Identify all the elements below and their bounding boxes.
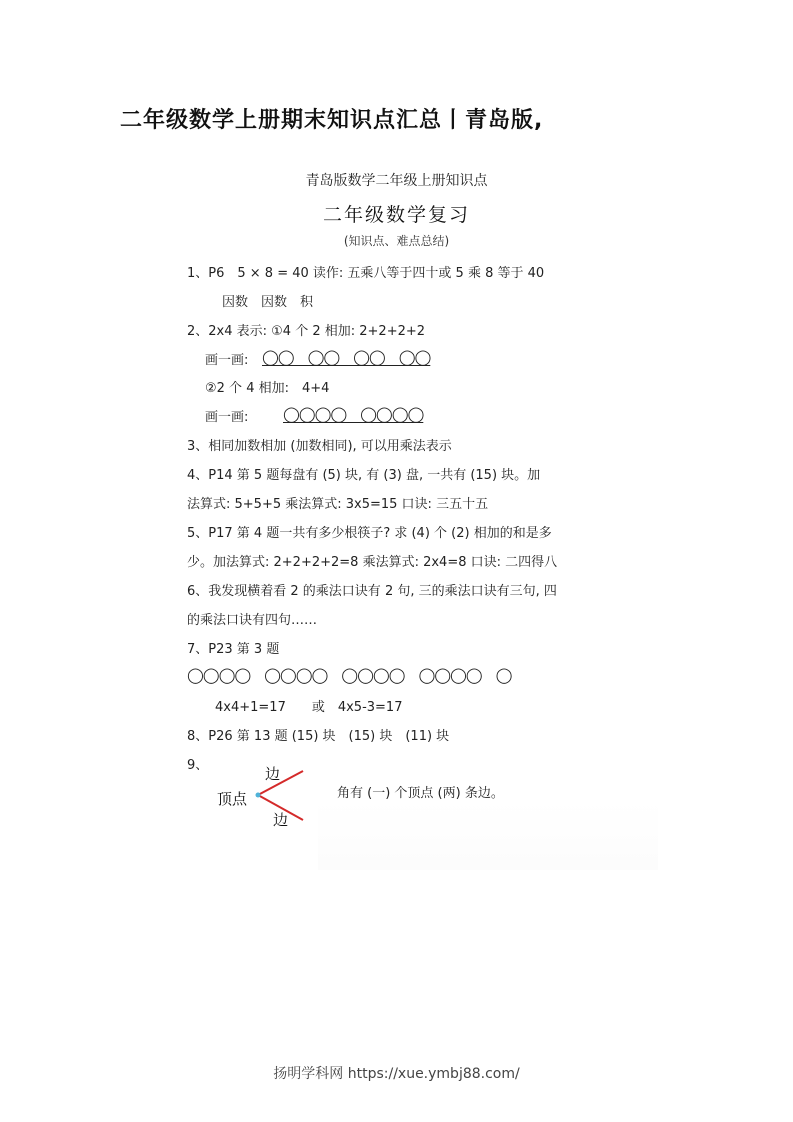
item-1-terms: 因数 因数 积	[222, 295, 314, 310]
item-6-line-2: 的乘法口诀有四句……	[187, 613, 318, 628]
item-5-line-1: 5、P17 第 4 题一共有多少根筷子? 求 (4) 个 (2) 相加的和是多	[187, 526, 552, 541]
angle-diagram	[210, 762, 320, 834]
angle-vertex-dot	[256, 793, 261, 798]
scan-shade	[318, 800, 658, 870]
vertex-label: 顶点	[217, 790, 248, 808]
document-title: 二年级数学复习	[322, 204, 470, 226]
item-2-draw2-circles: ◯◯◯◯ ◯◯◯◯	[283, 405, 424, 423]
item-3: 3、相同加数相加 (加数相同), 可以用乘法表示	[187, 439, 452, 454]
item-7: 7、P23 第 3 题	[187, 642, 280, 657]
item-1: 1、P6 5 × 8 = 40 读作: 五乘八等于四十或 5 乘 8 等于 40	[187, 266, 545, 281]
item-6-line-1: 6、我发现横着看 2 的乘法口诀有 2 句, 三的乘法口诀有三句, 四	[187, 584, 557, 599]
edge-bottom-label: 边	[273, 811, 289, 829]
item-8: 8、P26 第 13 题 (15) 块 (15) 块 (11) 块	[187, 729, 450, 744]
item-2-second: ②2 个 4 相加: 4+4	[205, 381, 330, 396]
edge-top-label: 边	[265, 765, 281, 783]
page-title: 二年级数学上册期末知识点汇总丨青岛版,	[120, 108, 544, 133]
item-2-draw-circles: ◯◯ ◯◯ ◯◯ ◯◯	[262, 348, 431, 366]
item-4-line-2: 法算式: 5+5+5 乘法算式: 3x5=15 口诀: 三五十五	[187, 497, 489, 512]
item-5-line-2: 少。加法算式: 2+2+2+2=8 乘法算式: 2x4=8 口诀: 二四得八	[187, 555, 558, 570]
item-7-formula: 4x4+1=17 或 4x5-3=17	[215, 700, 403, 715]
item-7-circles: ◯◯◯◯ ◯◯◯◯ ◯◯◯◯ ◯◯◯◯ ◯	[187, 666, 512, 684]
item-9-description: 角有 (一) 个顶点 (两) 条边。	[337, 786, 504, 801]
footer-watermark: 扬明学科网 https://xue.ymbj88.com/	[273, 1066, 520, 1082]
item-2-draw2-label: 画一画:	[205, 410, 249, 425]
document-note: (知识点、难点总结)	[343, 234, 450, 248]
item-2: 2、2x4 表示: ①4 个 2 相加: 2+2+2+2	[187, 324, 426, 339]
item-2-draw-label: 画一画:	[205, 353, 249, 368]
document-subtitle: 青岛版数学二年级上册知识点	[305, 173, 488, 189]
item-9: 9、	[187, 758, 209, 773]
item-4-line-1: 4、P14 第 5 题每盘有 (5) 块, 有 (3) 盘, 一共有 (15) 块。加	[187, 468, 541, 483]
